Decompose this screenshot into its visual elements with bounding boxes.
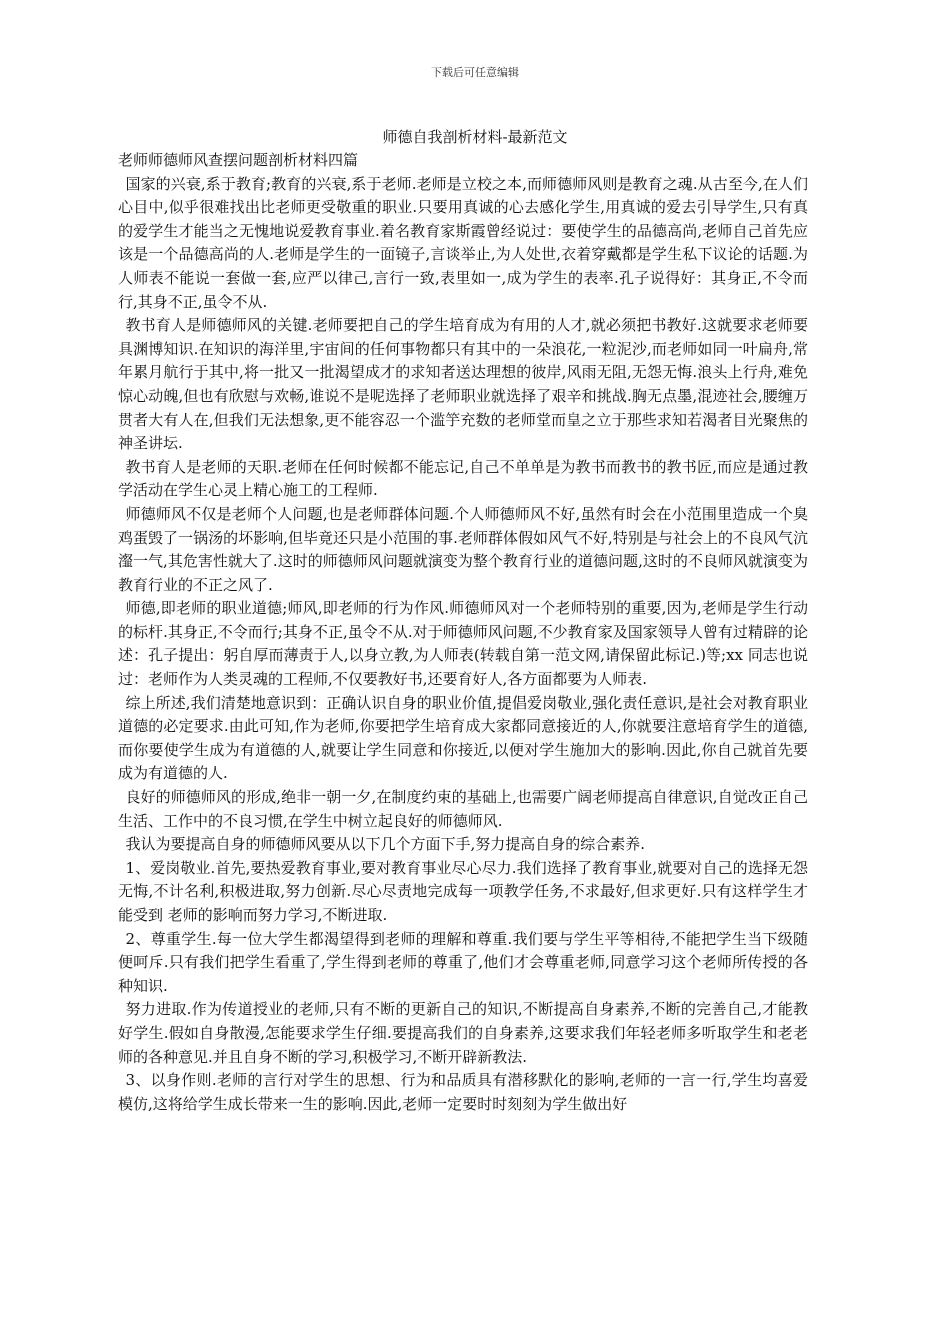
paragraph: 综上所述,我们清楚地意识到：正确认识自身的职业价值,提倡爱岗敬业,强化责任意识,是社会对教育职业道德的必定要求.由此可知,作为老师,你要把学生培育成大家都同意接近的人,你就要注意培育学生的道德,而你要使学生成为有道德的人,就要让学生同意和你接近,以便对学生施加大的影响.因此,你自己就首先要成为有道德的人. <box>118 693 808 783</box>
document-subtitle: 老师师德师风查摆问题剖析材料四篇 <box>118 151 359 169</box>
paragraph: 3、以身作则.老师的言行对学生的思想、行为和品质具有潜移默化的影响,老师的一言一行,学生均喜爱模仿,这将给学生成长带来一生的影响.因此,老师一定要时时刻刻为学生做出好 <box>118 1071 808 1113</box>
document-body <box>118 149 808 1116</box>
paragraph: 努力进取.作为传道授业的老师,只有不断的更新自己的知识,不断提高自身素养,不断的完善自己,才能教好学生.假如自身散漫,怎能要求学生仔细.要提高我们的自身素养,这要求我们年轻老师多听取学生和老老师的各种意见.并且自身不断的学习,积极学习,不断开辟新教法. <box>118 1000 808 1066</box>
paragraph: 师德,即老师的职业道德;师风,即老师的行为作风.师德师风对一个老师特别的重要,因为,老师是学生行动的标杆.其身正,不令而行;其身不正,虽令不从.对于师德师风问题,不少教育家及国家领导人曾有过精辟的论述：孔子提出：躬自厚而薄责于人,以身立教,为人师表(转载自第一范文网,请保留此标记.)等;xx 同志也说过：老师作为人类灵魂的工程师,不仅要教好书,还要育好人,各方面都要为人师表. <box>118 599 808 689</box>
paragraph: 2、尊重学生.每一位大学生都渴望得到老师的理解和尊重.我们要与学生平等相待,不能把学生当下级随便呵斥.只有我们把学生看重了,学生得到老师的尊重了,他们才会尊重老师,同意学习这个老师所传授的各种知识. <box>118 929 808 995</box>
paragraph: 我认为要提高自身的师德师风要从以下几个方面下手,努力提高自身的综合素养. <box>125 835 646 854</box>
header-note: 下载后可任意编辑 <box>431 66 519 79</box>
document-title: 师德自我剖析材料-最新范文 <box>382 128 568 146</box>
paragraph: 1、爱岗敬业.首先,要热爱教育事业,要对教育事业尽心尽力.我们选择了教育事业,就要对自己的选择无怨无悔,不计名利,积极进取,努力创新.尽心尽责地完成每一项教学任务,不求最好,但求更好.只有这样学生才 能受到 老师的影响而努力学习,不断进取. <box>118 858 808 924</box>
paragraph: 教书育人是老师的天职.老师在任何时候都不能忘记,自己不单单是为教书而教书的教书匠,而应是通过教学活动在学生心灵上精心施工的工程师. <box>118 457 808 500</box>
paragraph: 师德师风不仅是老师个人问题,也是老师群体问题.个人师德师风不好,虽然有时会在小范围里造成一个臭鸡蛋毁了一锅汤的坏影响,但毕竟还只是小范围的事.老师群体假如风气不好,特别是与社会上的不良风气沆瀣一气,其危害性就大了.这时的师德师风问题就演变为整个教育行业的道德问题,这时的不良师风就演变为教育行业的不正之风了. <box>118 504 808 594</box>
paragraph: 教书育人是师德师风的关键.老师要把自己的学生培育成为有用的人才,就必须把书教好.这就要求老师要具渊博知识.在知识的海洋里,宇宙间的任何事物都只有其中的一朵浪花,一粒泥沙,而老师如同一叶扁舟,常年累月航行于其中,将一批又一批渴望成才的求知者送达理想的彼岸,风雨无阻,无怨无悔.浪头上行舟,难免惊心动魄,但也有欣慰与欢畅,谁说不是呢选择了老师职业就选择了艰辛和挑战.胸无点墨,混迹社会,腰缠万贯者大有人在,但我们无法想象,更不能容忍一个滥竽充数的老师堂而皇之立于那些求知若渴者目光聚焦的神圣讲坛. <box>118 316 808 453</box>
paragraph: 良好的师德师风的形成,绝非一朝一夕,在制度约束的基础上,也需要广阔老师提高自律意识,自觉改正自己生活、工作中的不良习惯,在学生中树立起良好的师德师风. <box>118 788 808 830</box>
paragraph: 国家的兴衰,系于教育;教育的兴衰,系于老师.老师是立校之本,而师德师风则是教育之魂.从古至今,在人们心目中,似乎很难找出比老师更受敬重的职业.只要用真诚的心去感化学生,用真诚的爱去引导学生,只有真的爱学生才能当之无愧地说爱教育事业.着名教育家斯霞曾经说过：要使学生的品德高尚,老师自己首先应该是一个品德高尚的人.老师是学生的一面镜子,言谈举止,为人处世,衣着穿戴都是学生私下议论的话题.为人师表不能说一套做一套,应严以律己,言行一致,表里如一,成为学生的表率.孔子说得好：其身正,不令而行,其身不正,虽令不从. <box>118 174 808 311</box>
